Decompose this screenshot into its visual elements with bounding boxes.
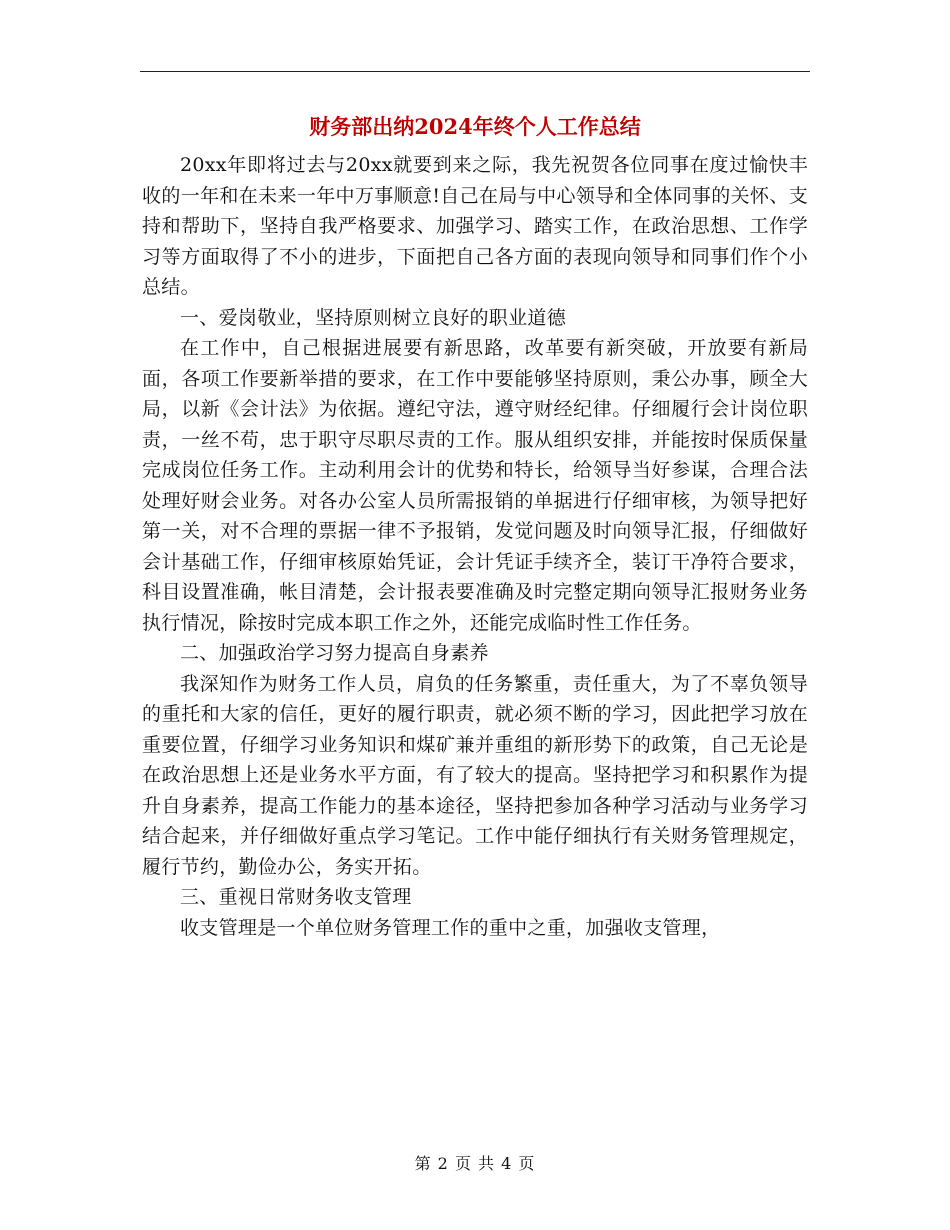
paragraph-section-1: 在工作中，自己根据进展要有新思路，改革要有新突破，开放要有新局面，各项工作要新举措的要求，在工作中要能够坚持原则，秉公办事，顾全大局，以新《会计法》为依据。遵纪守法，遵守财经纪律。仔细履行会计岗位职责，一丝不苟，忠于职守尽职尽责的工作。服从组织安排，并能按时保质保量完成岗位任务工作。主动利用会计的优势和特长，给领导当好参谋，合理合法处理好财会业务。对各办公室人员所需报销的单据进行仔细审核，为领导把好第一关，对不合理的票据一律不予报销，发觉问题及时向领导汇报，仔细做好会计基础工作，仔细审核原始凭证，会计凭证手续齐全，装订干净符合要求，科目设置准确，帐目清楚，会计报表要准确及时完整定期向领导汇报财务业务执行情况，除按时完成本职工作之外，还能完成临时性工作任务。 [142,337,808,634]
paragraph-section-3: 收支管理是一个单位财务管理工作的重中之重，加强收支管理， [180,916,721,939]
paragraph-intro: 20xx年即将过去与20xx就要到来之际，我先祝贺各位同事在度过愉快丰收的一年和在未来一年中万事顺意!自己在局与中心领导和全体同事的关怀、支持和帮助下，坚持自我严格要求、加强学习、踏实工作，在政治思想、工作学习等方面取得了不小的进步，下面把自己各方面的表现向领导和同事们作个小总结。 [142,154,808,298]
section-heading-2: 二、加强政治学习努力提高自身素养 [180,642,489,664]
paragraph-section-2: 我深知作为财务工作人员，肩负的任务繁重，责任重大，为了不辜负领导的重托和大家的信任，更好的履行职责，就必须不断的学习，因此把学习放在重要位置，仔细学习业务知识和煤矿兼并重组的新形势下的政策，自己无论是在政治思想上还是业务水平方面，有了较大的提高。坚持把学习和积累作为提升自身素养，提高工作能力的基本途径，坚持把参加各种学习活动与业务学习结合起来，并仔细做好重点学习笔记。工作中能仔细执行有关财务管理规定，履行节约，勤俭办公，务实开拓。 [142,672,808,878]
document-body [142,150,808,943]
page-footer: 第 2 页 共 4 页 [414,1154,536,1173]
section-heading-3: 三、重视日常财务收支管理 [180,886,412,908]
header-rule [140,71,810,72]
section-heading-1: 一、爱岗敬业，坚持原则树立良好的职业道德 [180,306,567,329]
document-title: 财务部出纳2024年终个人工作总结 [309,114,641,139]
